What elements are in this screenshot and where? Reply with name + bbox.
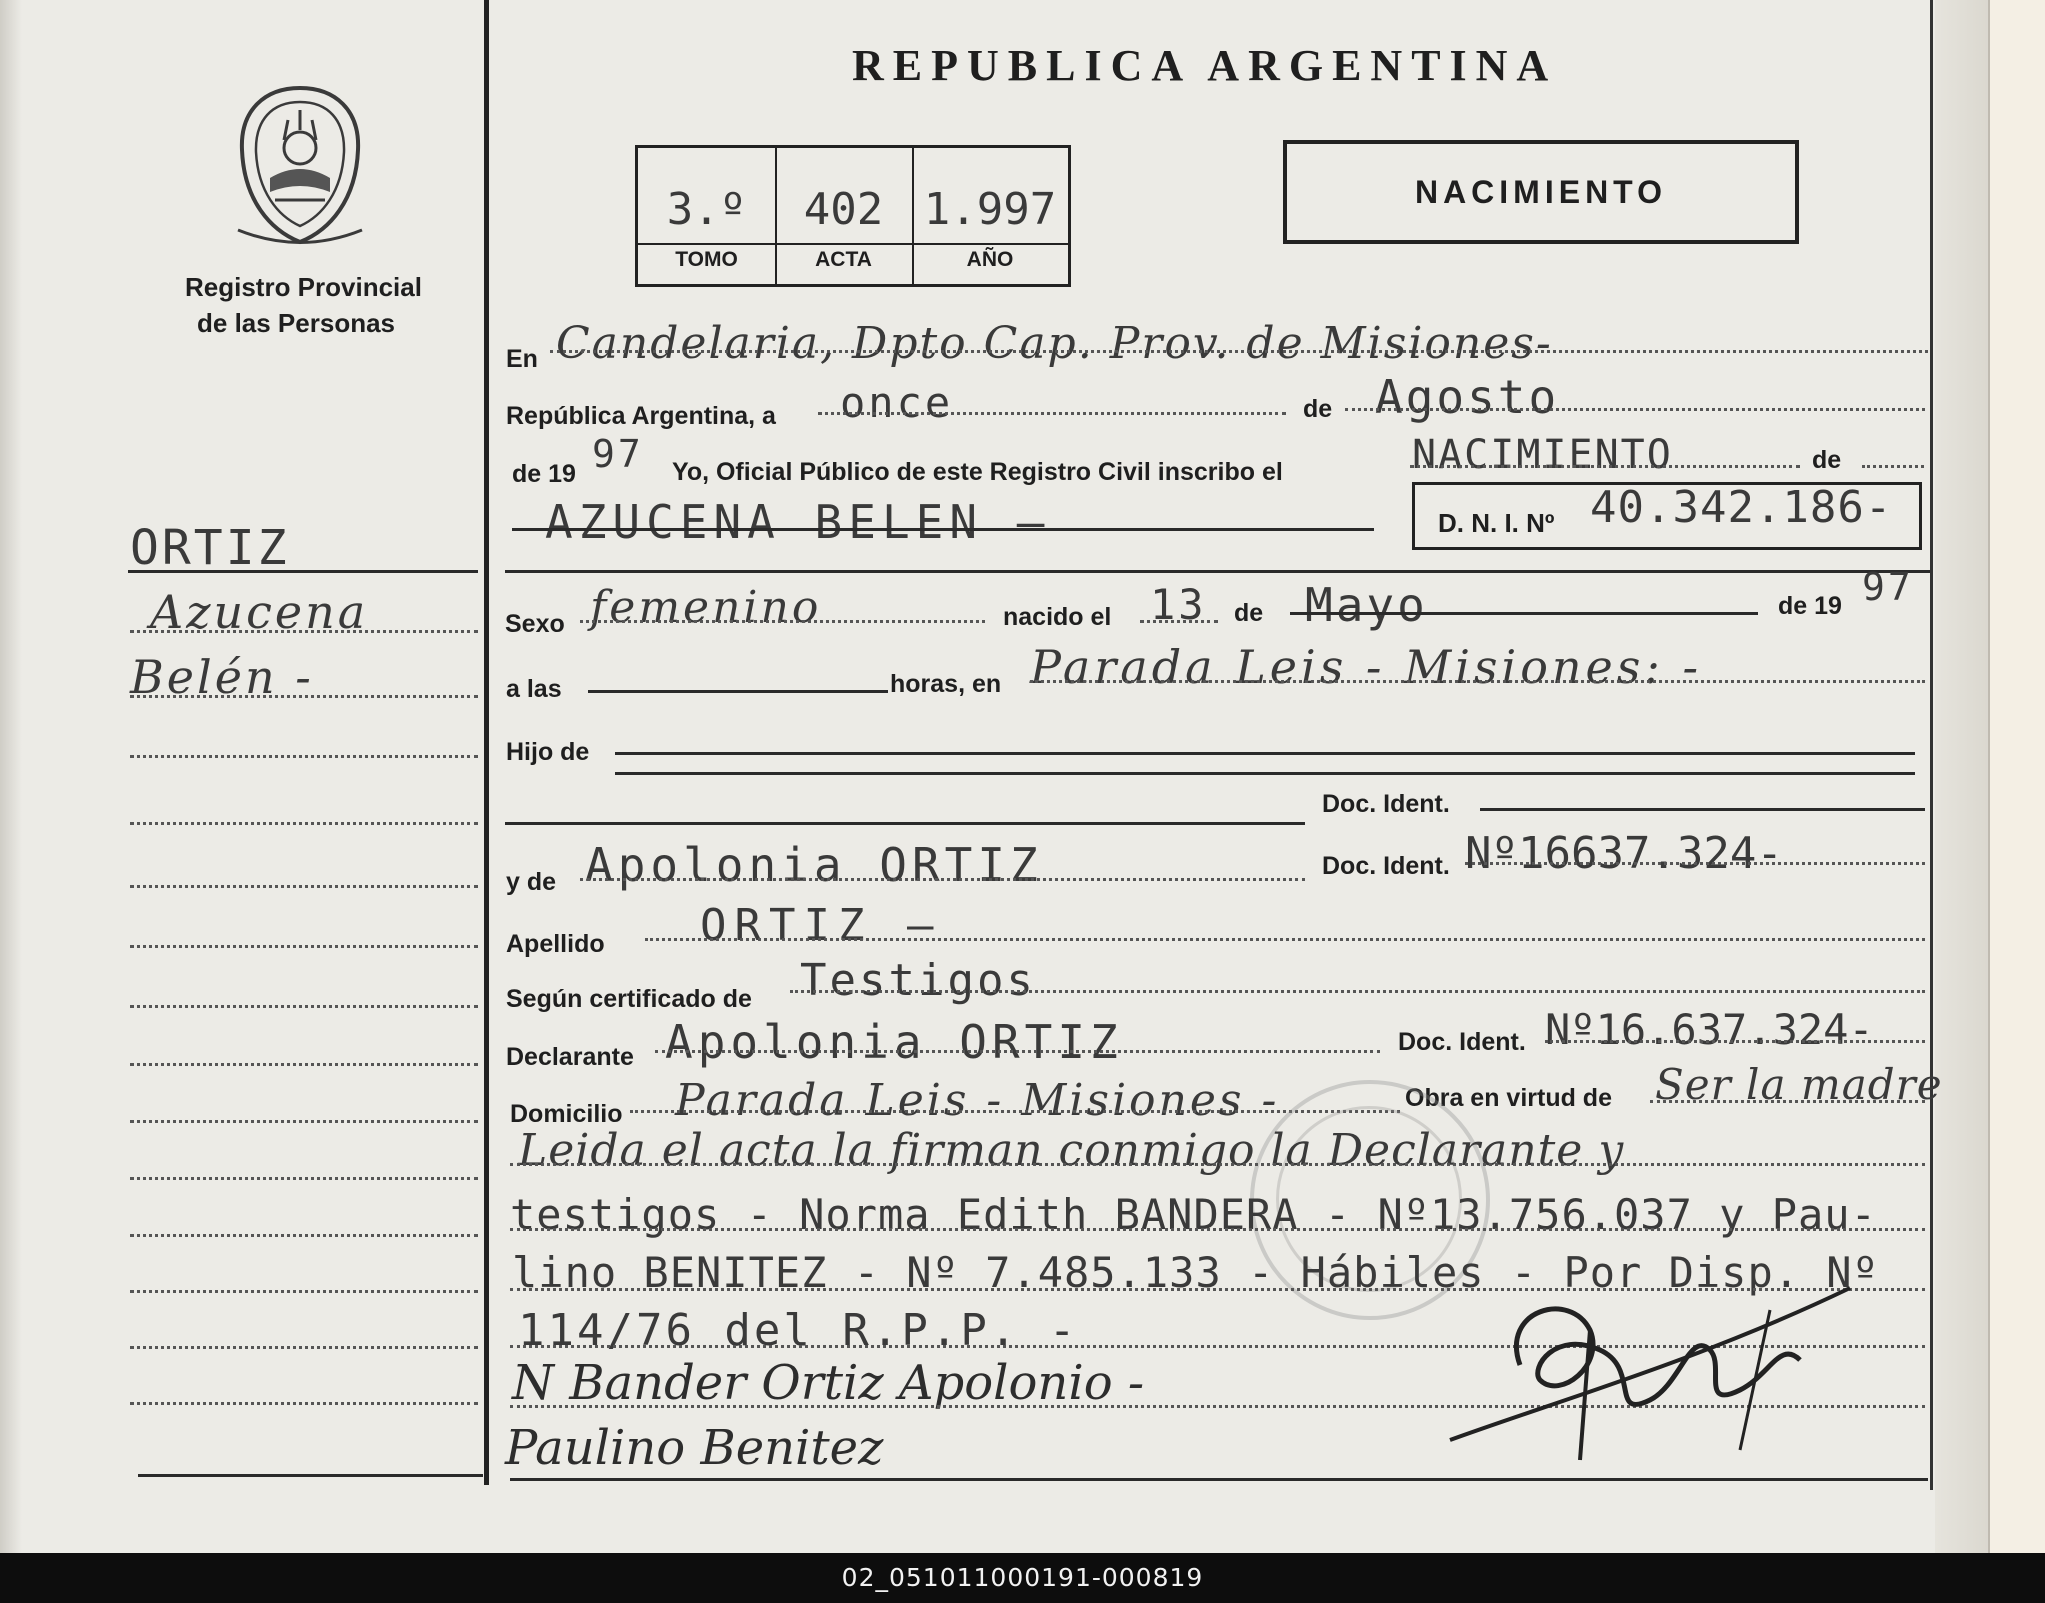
father-line [615, 752, 1915, 755]
father-doc-line [1480, 808, 1925, 811]
birth-month-line [1290, 612, 1758, 615]
domicilio-line [630, 1110, 1400, 1113]
acta-label: ACTA [815, 248, 872, 271]
de19-label-2: de 19 [1778, 592, 1842, 620]
hijo-label: Hijo de [506, 738, 590, 766]
nacimiento-line [1410, 465, 1800, 468]
doc-ident-label-3: Doc. Ident. [1398, 1028, 1526, 1056]
declarante-label: Declarante [506, 1043, 634, 1071]
page-left-edge [0, 0, 22, 1553]
sexo-value: femenino [590, 582, 822, 633]
margin-surname: ORTIZ [130, 520, 290, 576]
section-divider [505, 570, 1930, 573]
month-value: Agosto [1375, 370, 1560, 424]
margin-dotted-line [130, 945, 478, 948]
margin-dotted-line [130, 885, 478, 888]
page-title: REPUBLICA ARGENTINA [852, 41, 1558, 90]
dni-label: D. N. I. Nº [1438, 508, 1555, 538]
apellido-value: ORTIZ — [700, 900, 942, 951]
segun-line [790, 990, 1925, 993]
note-dotted-line [510, 1228, 1925, 1231]
tomo-cell [638, 148, 777, 284]
obra-value: Ser la madre [1655, 1060, 1943, 1109]
margin-dotted-line [130, 1005, 478, 1008]
yde-label: y de [506, 868, 557, 896]
mother-doc-line [1465, 862, 1925, 865]
year-value: 97 [592, 432, 644, 476]
en-line [550, 350, 1928, 353]
declarante-line [655, 1050, 1380, 1053]
nacimiento-value: NACIMIENTO [1412, 432, 1673, 478]
margin-bottom-rule [138, 1474, 483, 1477]
father-line-3 [505, 822, 1305, 825]
margin-dotted-line [130, 1346, 478, 1349]
registry-name-line2: de las Personas [197, 308, 395, 338]
father-line-2 [615, 772, 1915, 775]
place-value: Parada Leis - Misiones: - [1030, 640, 1703, 694]
birth-year: 97 [1862, 565, 1914, 609]
de-label: de [1303, 395, 1333, 423]
margin-dotted-line [130, 1063, 478, 1066]
note-line-3: lino BENITEZ - Nº 7.485.133 - Hábiles - Por Disp. Nº [512, 1248, 1879, 1297]
birth-month: Mayo [1305, 578, 1428, 632]
apellido-label: Apellido [506, 930, 605, 958]
ano-value: 1.997 [923, 184, 1057, 235]
margin-dotted-line [130, 1120, 478, 1123]
republica-label: República Argentina, a [506, 402, 776, 430]
margin-dotted-line [130, 1177, 478, 1180]
margin-name1: Azucena [150, 585, 369, 639]
en-label: En [506, 345, 538, 373]
en-value: Candelaria, Dpto Cap. Prov. de Misiones- [556, 318, 1553, 369]
doc-ident-label-2: Doc. Ident. [1322, 852, 1450, 880]
margin-dotted-line [130, 1402, 478, 1405]
margin-dotted-line [130, 755, 478, 758]
ano-label: AÑO [966, 248, 1014, 271]
margin-divider [484, 0, 489, 1485]
de-label-2: de [1812, 446, 1842, 474]
margin-dotted-line [130, 695, 478, 698]
doc-ident-label: Doc. Ident. [1322, 790, 1450, 818]
acta-cell [775, 148, 914, 284]
mother-value: Apolonia ORTIZ [585, 838, 1043, 892]
record-type-box: NACIMIENTO [1283, 140, 1799, 244]
margin-name2: Belén - [130, 650, 314, 704]
de19-label: de 19 [512, 460, 576, 488]
note-dotted-line [510, 1163, 1925, 1166]
day-line [818, 412, 1286, 415]
month-line [1345, 408, 1925, 411]
obra-line [1650, 1100, 1925, 1103]
declarante-doc-line [1545, 1040, 1925, 1043]
domicilio-value: Parada Leis - Misiones - [675, 1075, 1280, 1126]
obra-label: Obra en virtud de [1405, 1084, 1612, 1112]
horas-label: horas, en [890, 670, 1002, 698]
margin-dotted-line [130, 630, 478, 633]
note-line-2: testigos - Norma Edith BANDERA - Nº13.756.037 y Pau- [510, 1190, 1877, 1239]
note-line-4: 114/76 del R.P.P. - [518, 1305, 1079, 1356]
birth-day-line [1140, 620, 1218, 623]
declarante-value: Apolonia ORTIZ [665, 1015, 1123, 1069]
domicilio-label: Domicilio [510, 1100, 623, 1128]
nacido-label: nacido el [1003, 603, 1112, 631]
segun-value: Testigos [800, 955, 1036, 1006]
de-label-3: de [1234, 599, 1264, 627]
page-right-fold [1988, 0, 2045, 1553]
apellido-line [645, 938, 1925, 941]
signatures-line-1: N Bander Ortiz Apolonio - [512, 1355, 1145, 1411]
note-line-1: Leida el acta la firman conmigo la Declarante y [518, 1125, 1625, 1176]
margin-rule [128, 570, 478, 573]
hour-line [588, 690, 888, 693]
place-line [1030, 680, 1925, 683]
registry-name-line1: Registro Provincial [185, 272, 422, 302]
image-id-footer: 02_051011000191-000819 [0, 1553, 2045, 1603]
fullname-line [512, 528, 1374, 531]
mother-doc: Nº16637.324- [1465, 828, 1783, 879]
de-line [1862, 465, 1924, 468]
declarante-doc: Nº16.637.324- [1545, 1005, 1874, 1054]
mother-line [580, 878, 1305, 881]
fullname-value: AZUCENA BELEN — [545, 495, 1051, 549]
margin-dotted-line [130, 1290, 478, 1293]
birth-day: 13 [1150, 580, 1207, 629]
form-bottom-rule [510, 1478, 1928, 1481]
acta-value: 402 [803, 184, 884, 235]
oficial-label: Yo, Oficial Público de este Registro Civil inscribo el [672, 458, 1283, 486]
ano-cell [912, 148, 1070, 284]
record-number-box [635, 145, 1071, 287]
sexo-line [580, 620, 985, 623]
official-signature-icon [1440, 1270, 1860, 1470]
misiones-emblem-icon [230, 80, 370, 250]
margin-dotted-line [130, 822, 478, 825]
margin-dotted-line [130, 1234, 478, 1237]
tomo-label: TOMO [675, 248, 738, 271]
segun-label: Según certificado de [506, 985, 752, 1013]
form-right-border [1930, 0, 1933, 1490]
day-value: once [840, 378, 954, 427]
tomo-value: 3.º [666, 184, 747, 235]
signatures-line-2: Paulino Benitez [505, 1420, 884, 1476]
alas-label: a las [506, 675, 562, 703]
dni-value: 40.342.186- [1590, 482, 1893, 533]
record-box-divider [638, 243, 1068, 245]
sexo-label: Sexo [505, 610, 565, 638]
